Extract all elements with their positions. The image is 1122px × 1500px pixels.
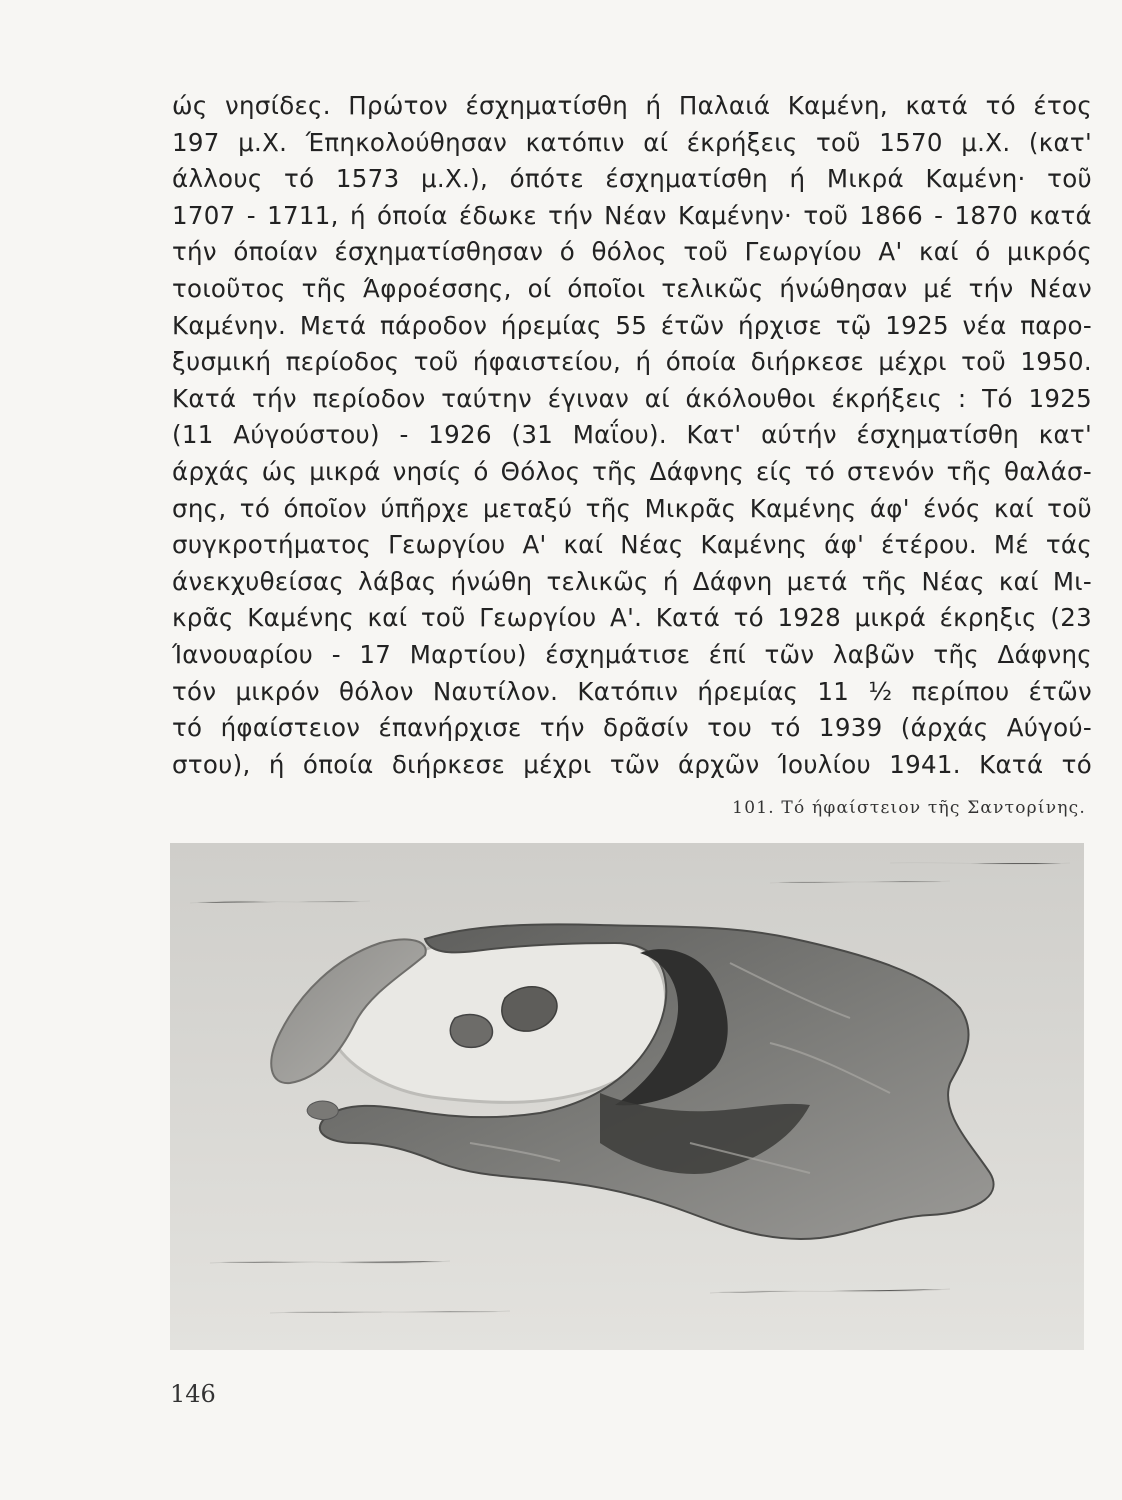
page-number: 146	[170, 1380, 216, 1408]
text-line: Κατά τήν περίοδον ταύτην έγιναν αί άκόλουθοι έκρήξεις : Τό 1925	[172, 383, 1092, 413]
island-relief-drawing	[170, 843, 1084, 1350]
text-line: τήν όποίαν έσχηματίσθησαν ό θόλος τοῦ Γεωργίου Α' καί ό μικρός	[172, 237, 1092, 267]
text-line: άνεκχυθείσας λάβας ήνώθη τελικῶς ή Δάφνη μετά τῆς Νέας καί Μι-	[172, 566, 1092, 596]
text-line: (11 Αύγούστου) - 1926 (31 Μαΐου). Κατ' αύτήν έσχηματίσθη κατ'	[172, 420, 1092, 450]
text-line: στου), ή όποία διήρκεσε μέχρι τῶν άρχῶν Ίουλίου 1941. Κατά τό	[172, 749, 1092, 779]
figure-caption: 101. Τό ήφαίστειον τῆς Σαντορίνης.	[732, 798, 1086, 818]
text-line: σης, τό όποῖον ύπῆρχε μεταξύ τῆς Μικρᾶς Καμένης άφ' ένός καί τοῦ	[172, 493, 1092, 523]
text-line: ώς νησίδες. Πρώτον έσχηματίσθη ή Παλαιά Καμένη, κατά τό έτος	[172, 91, 1092, 120]
text-line: τόν μικρόν θόλον Ναυτίλον. Κατόπιν ήρεμίας 11 ½ περίπου έτῶν	[172, 676, 1092, 706]
text-line: άλλους τό 1573 μ.Χ.), όπότε έσχηματίσθη ή Μικρά Καμένη· τοῦ	[172, 164, 1092, 194]
text-line: Ίανουαρίου - 17 Μαρτίου) έσχημάτισε έπί τῶν λαβῶν τῆς Δάφνης	[172, 639, 1092, 669]
body-text	[172, 88, 1092, 783]
text-line: Καμένην. Μετά πάροδον ήρεμίας 55 έτῶν ήρχισε τῷ 1925 νέα παρο-	[172, 310, 1092, 340]
text-line: 197 μ.Χ. Έπηκολούθησαν κατόπιν αί έκρήξεις τοῦ 1570 μ.Χ. (κατ'	[172, 127, 1092, 157]
text-line: ξυσμική περίοδος τοῦ ήφαιστείου, ή όποία διήρκεσε μέχρι τοῦ 1950.	[172, 347, 1092, 377]
text-line: άρχάς ώς μικρά νησίς ό Θόλος τῆς Δάφνης είς τό στενόν τῆς θαλάσ-	[172, 456, 1092, 486]
text-line: τό ήφαίστειον έπανήρχισε τήν δρᾶσίν του τό 1939 (άρχάς Αύγού-	[172, 713, 1092, 743]
text-line: 1707 - 1711, ή όποία έδωκε τήν Νέαν Καμένην· τοῦ 1866 - 1870 κατά	[172, 200, 1092, 230]
text-line: συγκροτήματος Γεωργίου Α' καί Νέας Καμένης άφ' έτέρου. Μέ τάς	[172, 530, 1092, 560]
santorini-relief-illustration	[170, 843, 1084, 1350]
text-line: τοιοῦτος τῆς Άφροέσσης, οί όποῖοι τελικῶς ήνώθησαν μέ τήν Νέαν	[172, 273, 1092, 303]
text-line: κρᾶς Καμένης καί τοῦ Γεωργίου Α'. Κατά τό 1928 μικρά έκρηξις (23	[172, 603, 1092, 633]
